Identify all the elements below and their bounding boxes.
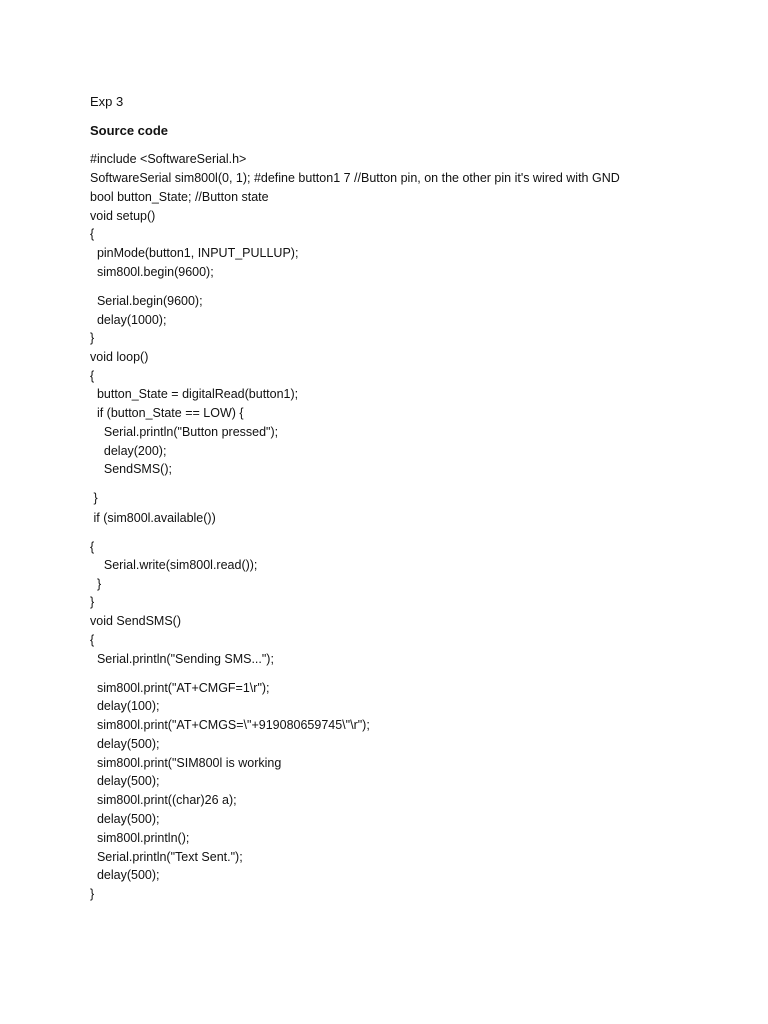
code-line: sim800l.println();: [90, 831, 190, 845]
code-line: {: [90, 633, 95, 647]
code-line: #include <SoftwareSerial.h>: [90, 152, 247, 166]
code-line: delay(500);: [90, 737, 160, 751]
code-line: Serial.println("Button pressed");: [90, 425, 279, 439]
code-line: delay(500);: [90, 868, 160, 882]
code-line: delay(500);: [90, 812, 160, 826]
code-line: Serial.begin(9600);: [90, 294, 203, 308]
code-line: sim800l.print("AT+CMGF=1\r");: [90, 681, 270, 695]
code-line: sim800l.print((char)26 a);: [90, 793, 237, 807]
code-line: }: [90, 491, 98, 505]
code-line: SendSMS();: [90, 462, 172, 476]
code-line: }: [90, 595, 95, 609]
code-line: Serial.write(sim800l.read());: [90, 558, 258, 572]
code-line: {: [90, 369, 95, 383]
code-line: delay(1000);: [90, 313, 167, 327]
code-line: void loop(): [90, 350, 149, 364]
code-line: }: [90, 577, 102, 591]
code-line: button_State = digitalRead(button1);: [90, 387, 299, 401]
code-line: }: [90, 331, 95, 345]
code-line: if (button_State == LOW) {: [90, 406, 244, 420]
code-line: }: [90, 887, 95, 901]
code-line: pinMode(button1, INPUT_PULLUP);: [90, 246, 299, 260]
code-line: sim800l.print("AT+CMGS=\"+919080659745\"\r");: [90, 718, 370, 732]
code-line: {: [90, 540, 95, 554]
code-line: sim800l.begin(9600);: [90, 265, 214, 279]
code-line: SoftwareSerial sim800l(0, 1); #define button1 7 //Button pin, on the other pin it's wired with GND: [90, 171, 620, 185]
code-line: bool button_State; //Button state: [90, 190, 269, 204]
code-line: delay(200);: [90, 444, 167, 458]
code-line: if (sim800l.available()): [90, 511, 216, 525]
code-line: void SendSMS(): [90, 614, 182, 628]
code-line: {: [90, 227, 95, 241]
section-heading: Source code: [90, 123, 169, 138]
code-line: delay(100);: [90, 699, 160, 713]
code-line: delay(500);: [90, 774, 160, 788]
code-line: Serial.println("Text Sent.");: [90, 850, 243, 864]
code-line: Serial.println("Sending SMS...");: [90, 652, 274, 666]
code-line: void setup(): [90, 209, 156, 223]
code-line: sim800l.print("SIM800l is working: [90, 756, 282, 770]
experiment-title: Exp 3: [90, 94, 124, 109]
